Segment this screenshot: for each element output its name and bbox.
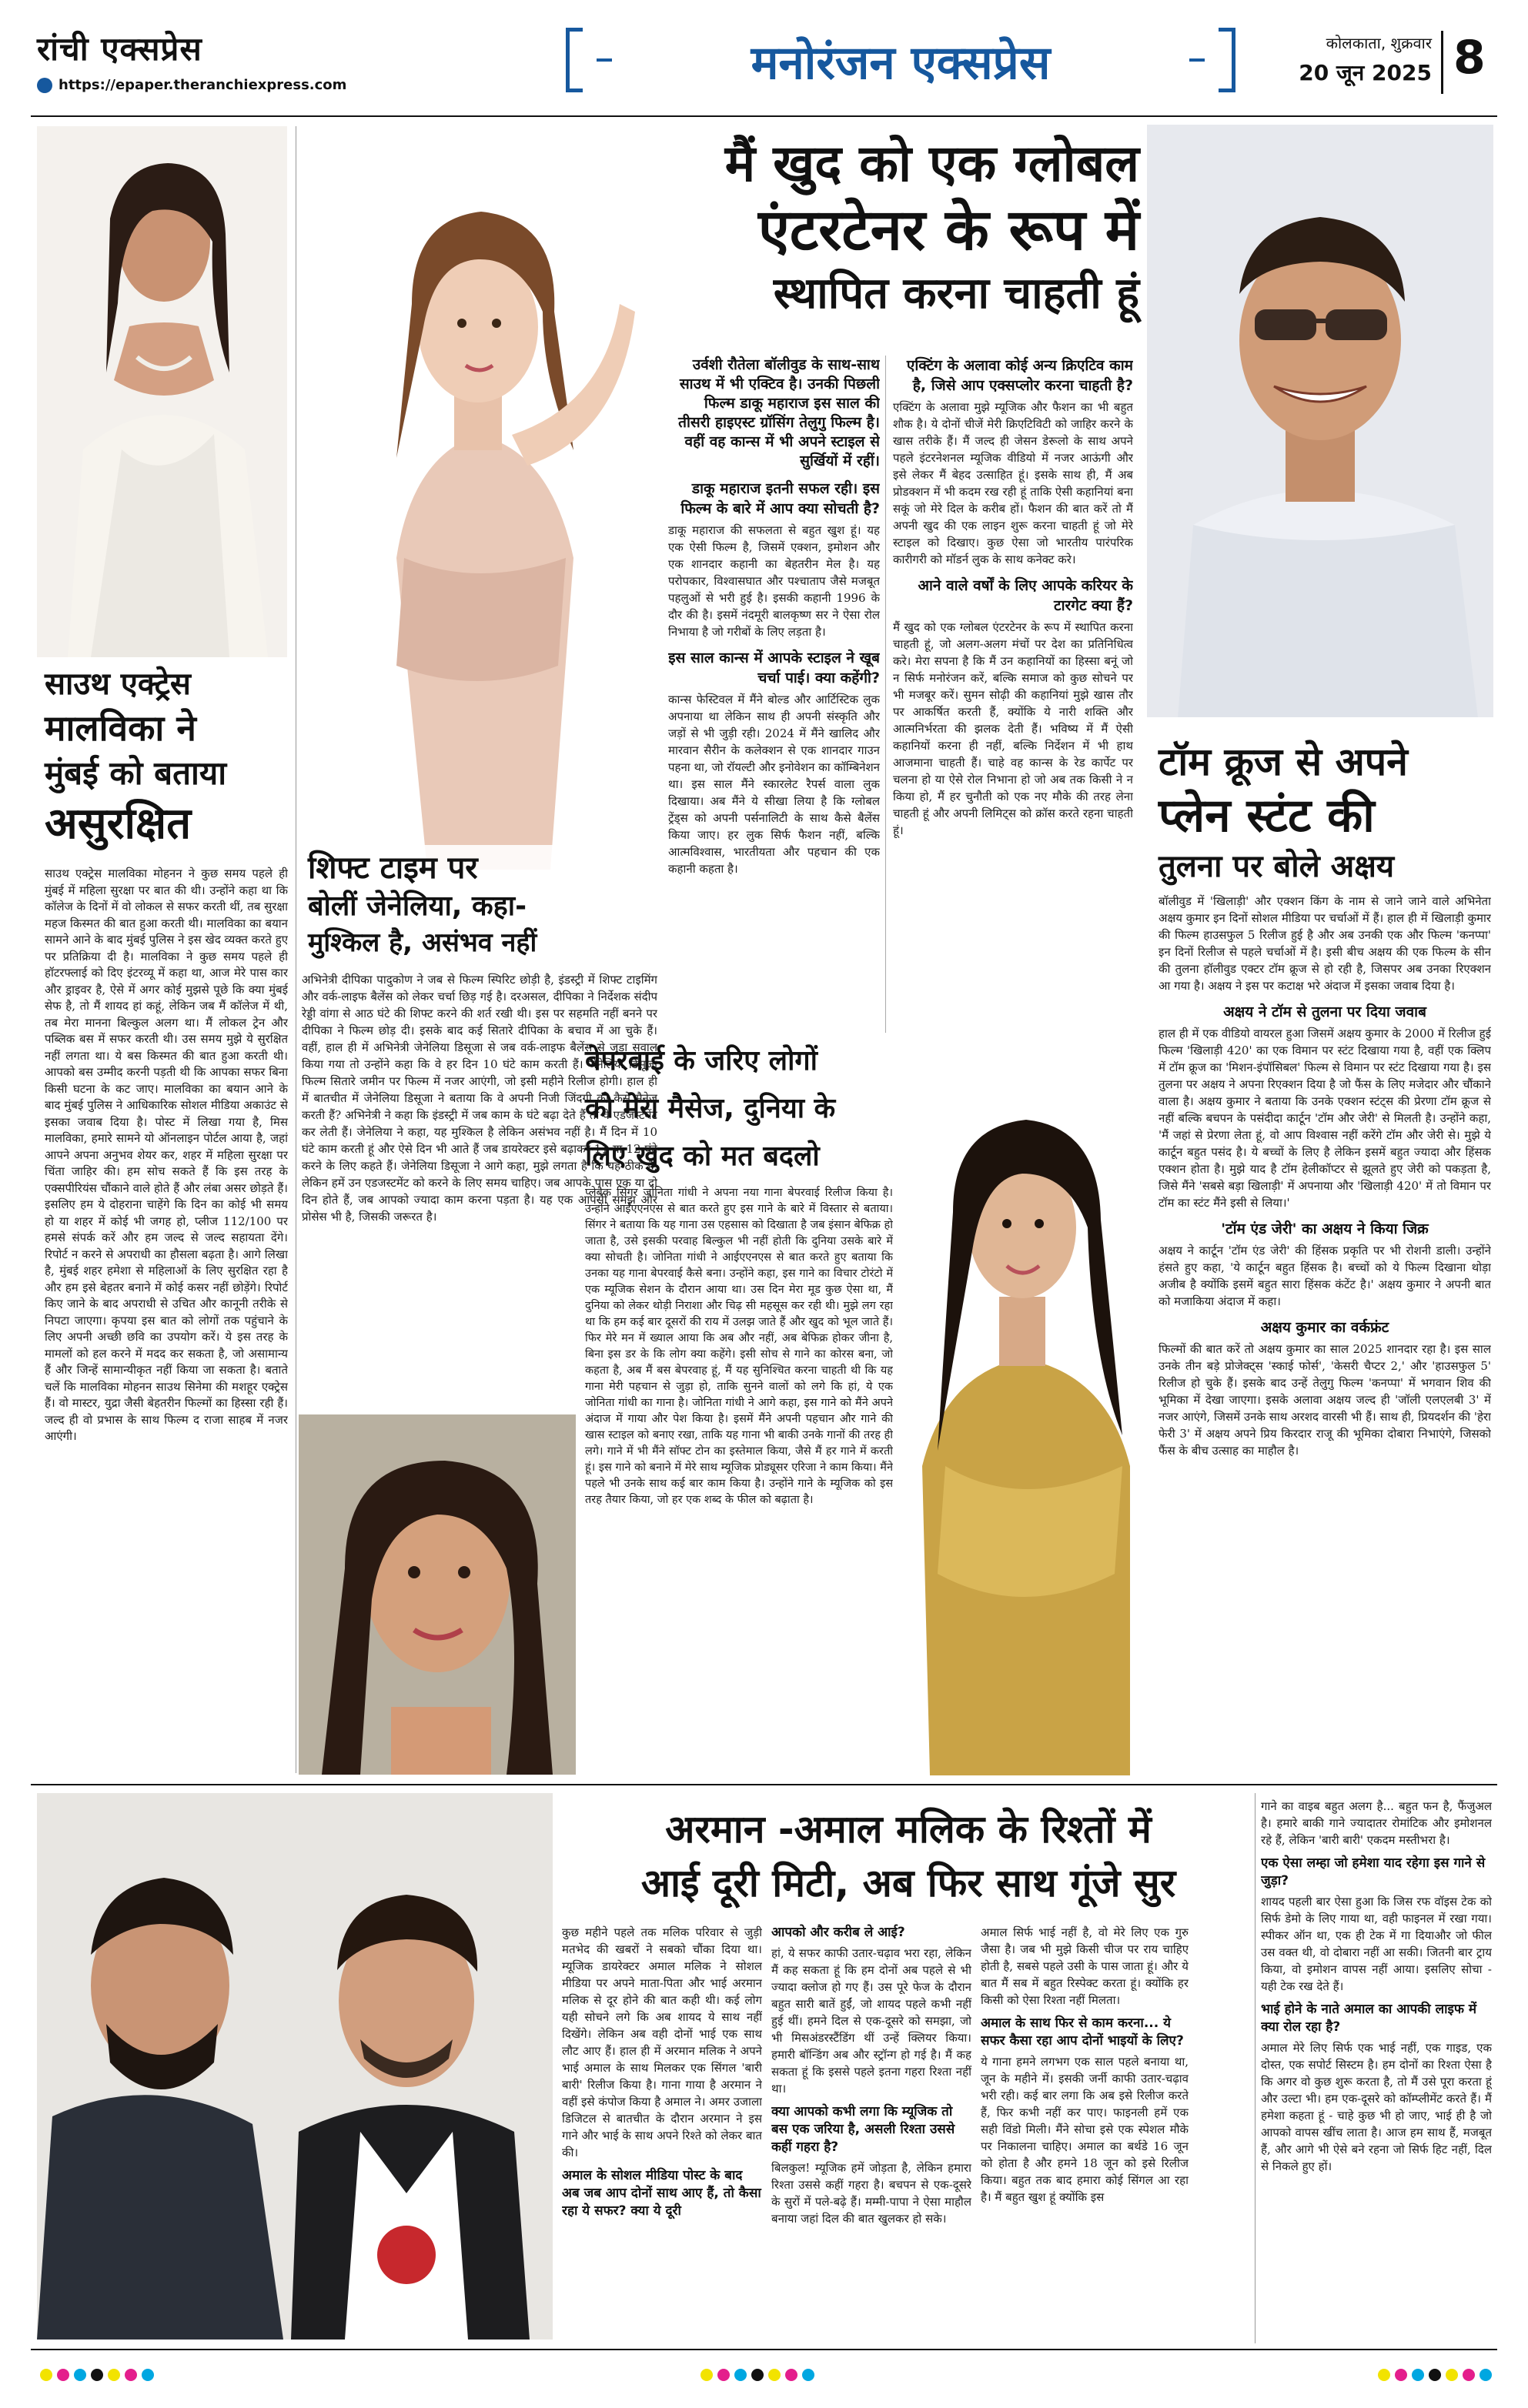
armaan-col-3-question: अमाल के साथ फिर से काम करना... ये सफर कैसा रहा आप दोनों भाइयों के लिए?	[981, 2016, 1184, 2049]
akshay-headline	[1159, 737, 1497, 888]
armaan-col-4-text: गाने का वाइब बहुत अलग है... बहुत फन है, फैंजुअल है। हमारे बाकी गाने ज्यादातर रोमांटिक और इमोशनल रहे हैं, लेकिन 'बारी बारी' एकदम मस्तीभरा है।	[1261, 1799, 1492, 1847]
akshay-sub-1: अक्षय ने टॉम से तुलना पर दिया जवाब	[1223, 1004, 1426, 1020]
genelia-headline	[302, 845, 656, 964]
malvika-headline-line-3: मुंबई को बताया	[45, 754, 227, 792]
registration-dot	[74, 2369, 86, 2381]
registration-dot	[1429, 2369, 1441, 2381]
armaan-col-1	[562, 1924, 762, 2340]
registration-dot	[1463, 2369, 1475, 2381]
armaan-col-2-text: हां, ये सफर काफी उतार-चढ़ाव भरा रहा, लेकिन मैं कह सकता हूं कि हम दोनों अब पहले से भी ज्यादा क्लोज हो गए हैं। उस पूरे फेज के दौरान बहुत सारी बातें हुईं, जो शायद पहले कभी नहीं हुई थीं। हमने दिल से एक-दूसरे को समझा, जो भी मिसअंडरस्टैंडिंग थीं उन्हें क्लियर किया। हमारी बॉन्डिंग अब और स्ट्रॉन्ग हो गई है। मैं कह सकता हूं कि इससे पहले इतना गहरा रिश्ता नहीं था।	[771, 1946, 971, 2096]
armaan-amaal-photo	[37, 1793, 553, 2340]
urvashi-headline-line-3: स्थापित करना चाहती हूं	[773, 269, 1139, 319]
header-rule	[31, 115, 1497, 117]
genelia-body: अभिनेत्री दीपिका पादुकोण ने जब से फिल्म स्पिरिट छोड़ी है, इंडस्ट्री में शिफ्ट टाइमिंग और वर्क-लाइफ बैलेंस को लेकर चर्चा छिड़ गई है। दरअसल, दीपिका ने निर्देशक संदीप रेड्डी वांगा से आठ घंटे की शिफ्ट करने की शर्त रखी थी। इस पर सहमति नहीं बनने पर दीपिका ने फिल्म छोड़ दी। इसके बाद कई सितारे दीपिका के बचाव में आ चुके हैं। वहीं, हाल ही में अभिनेत्री जेनेलिया डिसूजा से जब वर्क-लाइफ बैलेंस से जुड़ा सवाल किया गया तो उन्होंने कहा कि वे हर दिन 10 घंटे काम करती हैं। जेनेलिया डिसूजा फिल्म सितारे जमीन पर फिल्म में नजर आएंगी, जो इसी महीने रिलीज होगी। हाल ही में बातचीत में जेनेलिया डिसूजा ने बताया कि वे अपनी निजी जिंदगी को कैसे मैनेज करती हैं? अभिनेत्री ने कहा कि इंडस्ट्री में जब काम के घंटे बढ़ा देते हैं तो वे एडजस्टमेंट कर लेती हैं। जेनेलिया ने कहा, यह मुश्किल है लेकिन असंभव नहीं है। मैं दिन में 10 घंटे काम करती हूं और ऐसे दिन भी आते हैं जब डायरेक्टर इसे बढ़ाकर 11 या 12 घंटे करने के लिए कहते हैं। जेनेलिया डिसूजा ने आगे कहा, मुझे लगता है कि यह ठीक है, लेकिन हमें उन एडजस्टमेंट को करने के लिए समय चाहिए। जब आपके पास एक या दो दिन होते हैं, जब आपको ज्यादा काम करना पड़ता है। यह एक आपसी समझ और प्रोसेस भी है, जिसकी जरूरत है।	[302, 973, 657, 1224]
registration-marks-right	[1378, 2369, 1492, 2381]
akshay-body-2: अक्षय ने कार्टून 'टॉम एंड जेरी' की हिंसक प्रकृति पर भी रोशनी डाली। उन्होंने हंसते हुए कहा, 'ये कार्टून बहुत हिंसक है। बच्चों को ये फिल्म दिखाना थोड़ा अजीब है क्योंकि इसमें बहुत सारा हिंसक कंटेंट है।' अक्षय कुमार ने अपनी बात को मजाकिया अंदाज में कहा।	[1159, 1244, 1491, 1308]
akshay-headline-line-3: तुलना पर बोले अक्षय	[1159, 849, 1395, 884]
urvashi-col-2	[893, 356, 1133, 1033]
urvashi-q3: एक्टिंग के अलावा कोई अन्य क्रिएटिव काम है, जिसे आप एक्सप्लोर करना चाहती है?	[906, 357, 1133, 394]
urvashi-q4: आने वाले वर्षों के लिए आपके करियर के टारगेट क्या हैं?	[918, 577, 1133, 614]
section-title-box	[566, 22, 1235, 99]
akshay-headline-line-2: प्लेन स्टंट की	[1159, 789, 1375, 843]
armaan-col-2	[771, 1924, 971, 2340]
armaan-col-3-text: अमाल सिर्फ भाई नहीं है, वो मेरे लिए एक गुरु जैसा है। जब भी मुझे किसी चीज पर राय चाहिए होती है, सबसे पहले उसी के पास जाता हूं। और ये बात मैं सब में बहुत रिस्पेक्ट करता हूं। क्योंकि हर किसी को ऐसा रिश्ता नहीं मिलता।	[981, 1925, 1189, 2007]
armaan-col-3	[981, 1924, 1189, 2340]
armaan-headline-line-1: अरमान -अमाल मलिक के रिश्तों में	[665, 1807, 1152, 1852]
akshay-photo	[1147, 125, 1493, 717]
urvashi-headline-line-1: मैं खुद को एक ग्लोबल	[724, 134, 1139, 193]
urvashi-headline	[585, 132, 1139, 323]
city-day: कोलकाता, शुक्रवार	[1326, 34, 1432, 52]
armaan-col-4-text-2: शायद पहली बार ऐसा हुआ कि जिस रफ वॉइस टेक को सिर्फ डेमो के लिए गाया था, वही फाइनल में रखा गया। स्पीकर ऑन था, एक ही टेक में गा दियाऔर जो फील उस वक्त थी, वो दोबारा नहीं आ सकी। जितनी बार ट्राय किया, वो इमोशन वापस नहीं आया। इसलिए सोचा - यही टेक रख देते हैं।	[1261, 1895, 1492, 1993]
jonita-headline-line-3: लिए खुद को मत बदलो	[585, 1141, 820, 1172]
akshay-headline-line-1: टॉम क्रूज से अपने	[1159, 740, 1408, 784]
registration-dot	[700, 2369, 713, 2381]
registration-dot	[1480, 2369, 1492, 2381]
armaan-headline	[562, 1802, 1255, 1910]
jonita-headline-line-2: को मेरा मैसेज, दुनिया के	[585, 1093, 836, 1124]
armaan-right-rule	[1255, 1793, 1256, 2343]
registration-dot	[802, 2369, 814, 2381]
armaan-col-1-question: अमाल के सोशल मीडिया पोस्ट के बाद अब जब आप दोनों साथ आए हैं, तो कैसा रहा ये सफर? क्या ये दूरी	[562, 2168, 761, 2219]
rule-right	[1189, 58, 1205, 62]
urvashi-a4: मैं खुद को एक ग्लोबल एंटरटेनर के रूप में स्थापित करना चाहती हूं, जो अलग-अलग मंचों पर देश का प्रतिनिधित्व करे। मेरा सपना है कि मैं उन कहानियों का हिस्सा बनूं जो न सिर्फ मनोरंजन करें, बल्कि समाज को कुछ सोचने पर भी मजबूर करें। सुमन सोढ़ी की कहानियां मुझे खास तौर पर आकर्षित करती हैं, क्योंकि ये नारी शक्ति और आत्मनिर्भरता की झलक देती हैं। भविष्य में मैं ऐसी कहानियों करना ही नहीं, बल्कि निर्देशन में भी हाथ आजमाना चाहती हैं। चाहे वह कान्स के रेड कार्पेट पर चलना हो या ऐसे रोल निभाना हो जो अब तक किसी ने न किया हो, मैं हर चुनौती को एक नए मौके की तरह लेना चाहती हूं और अपनी लिमिट्स को क्रॉस करते रहना चाहती हूं।	[893, 620, 1133, 837]
armaan-col-2-question-2: क्या आपको कभी लगा कि म्यूजिक तो बस एक जरिया है, असली रिश्ता उससे कहीं गहरा है?	[771, 2104, 955, 2155]
registration-dot	[1378, 2369, 1390, 2381]
genelia-headline-line-2: बोलीं जेनेलिया, कहा-	[308, 890, 527, 922]
bracket-right-icon	[1219, 28, 1235, 92]
malvika-photo	[37, 126, 287, 657]
jonita-headline	[585, 1037, 908, 1181]
genelia-photo	[299, 1414, 576, 1775]
armaan-col-3-text-2: ये गाना हमने लगभग एक साल पहले बनाया था, जून के महीने में। इसकी जर्नी काफी उतार-चढ़ाव भरी रही। कई बार लगा कि अब इसे रिलीज करते हैं, फिर कभी नहीं कर पाए। फाइनली हमें एक सही विंडो मिली। मैंने सोचा इसे एक स्पेशल मौके पर निकालना चाहिए। अमाल का बर्थडे 16 जून को होता है और हमने 18 जून को इसे रिलीज किया। बहुत तक बाद हमारा कोई सिंगल आ रहा है। मैं बहुत खुश हूं क्योंकि इस	[981, 2055, 1189, 2204]
registration-dot	[768, 2369, 781, 2381]
urvashi-headline-line-2: एंटरटेनर के रूप में	[757, 197, 1139, 263]
armaan-col-4-text-3: अमाल मेरे लिए सिर्फ एक भाई नहीं, एक गाइड, एक दोस्त, एक सपोर्ट सिस्टम है। हम दोनों का रिश्ता ऐसा है कि अगर वो कुछ शुरू करता है, तो मैं उसे पूरा करता हूं और उल्टा भी। हम एक-दूसरे को कॉम्प्लीमेंट करते हैं। मैं हमेशा कहता हूं - चाहे कुछ भी हो जाए, भाई ही है जो आपको वापस खींच लाता है। आज हम साथ हैं, मजबूत हैं, और आगे भी ऐसे बने रहना जो सिर्फ हिट नहीं, दिल से निकले हुए हों।	[1261, 2041, 1492, 2173]
urvashi-q1: डाकू महाराज इतनी सफल रही। इस फिल्म के बारे में आप क्या सोचती है?	[680, 480, 880, 517]
registration-dot	[751, 2369, 764, 2381]
issue-date: 20 जून 2025	[1299, 60, 1432, 85]
akshay-body-1: हाल ही में एक वीडियो वायरल हुआ जिसमें अक्षय कुमार के 2000 में रिलीज हुई फिल्म 'खिलाड़ी 420' का एक विमान पर स्टंट दिखाया गया है, वहीं एक क्लिप में टॉम क्रूज का 'मिशन-इंपॉसिबल' फिल्म से विमान पर स्टंट दिखाया गया है। इस तुलना पर अक्षय ने अपना रिएक्शन दिया है जो फैंस के लिए मजेदार और चौंकाने वाला है। अक्षय कुमार ने बताया कि उनके एक्शन स्टंट्स की प्रेरणा टॉम क्रूज से नहीं बल्कि बचपन के पसंदीदा कार्टून 'टॉम और जेरी' से मिलती है। उन्होंने कहा, 'मैं जहां से प्रेरणा लेता हूं, वो आप विश्वास नहीं करेंगे टॉम और जेरी से। मुझे ये कार्टून बहुत पसंद है। ये बच्चों के लिए है लेकिन इसमें बहुत ज्यादा और हिंसक एक्शन होता है। मुझे याद है टॉम हेलीकॉप्टर से झूलते हुए जेरी को पकड़ता है, जिसे मैंने 'सबसे बड़ा खिलाड़ी' में अपनाया और 'खिलाड़ी 420' में तो विमान पर टॉम का स्टंट मैंने इसी से लिया।'	[1159, 1027, 1491, 1210]
registration-dot	[142, 2369, 154, 2381]
registration-marks-center	[700, 2369, 814, 2381]
malvika-body: साउथ एक्ट्रेस मालविका मोहनन ने कुछ समय पहले ही मुंबई में महिला सुरक्षा पर बात की थी। उन्होंने कहा था कि कॉलेज के दिनों में वो लोकल से सफर करती थीं, तब सुरक्षा महज किस्मत की बात हुआ करती थी। मालविका का बयान सामने आने के बाद मुंबई पुलिस ने इस खेद व्यक्त करते हुए पर प्रतिक्रिया दी है। मालविका ने कुछ समय पहले ही हॉटरफ्लाई को दिए इंटरव्यू में कहा था, आज मेरे पास कार और ड्राइवर है, ऐसे में अगर कोई मुझसे पूछे कि क्या मुंबई सेफ है, तो मैं शायद हां कहूं, लेकिन जब मैं कॉलेज में थी, तब मेरा मानना बिल्कुल अलग था। मैं लोकल ट्रेन और पब्लिक बस में सफर करती थी। उस समय मुझे ये सुरक्षित नहीं लगता था। ये बस किस्मत की बात हुआ करती थी। आपको बस उम्मीद करनी पड़ती थी कि आपका सफर बिना किसी घटना के कट जाए। मालविका का बयान आने के बाद मुंबई पुलिस ने आधिकारिक सोशल मीडिया अकाउंट से इसका जवाब दिया है। पोस्ट में लिखा गया है, मिस मालविका, हमारे सामने यो ऑनलाइन पोर्टल आया है, जहां आपने अपना अनुभव शेयर कर, शहर में महिला सुरक्षा पर चिंता जाहिर की। हम सोच सकते हैं कि इस तरह के एक्सपीरियंस चौंकाने वाले होते हैं और लंबा असर छोड़ते हैं। इसलिए हम ये दोहराना चाहेंगे कि दिन का कोई भी समय हो या शहर में कोई भी जगह हो, प्लीज 112/100 पर हमसे संपर्क करें और हम जल्द से जल्द सहायता देंगे। रिपोर्ट न करने से अपराधी का हौसला बढ़ता है। आगे लिखा है, मुंबई शहर हमेशा से महिलाओं के लिए सुरक्षित रहा है और हम इसे बेहतर बनाने में कोई कसर नहीं छोड़ेंगे। रिपोर्ट किए जाने के बाद अपराधी से उचित और कानूनी तरीके से निपटा जाएगा। कृपया इस बात को लोगों तक पहुंचाने के लिए अपनी अच्छी छवि का उपयोग करें। ये इस तरह के मामलों को हल करने में मदद कर सकता है, जो असामान्य हैं और जिन्हें सामान्यीकृत नहीं किया जा सकता है। बताते चलें कि मालविका मोहनन साउथ सिनेमा की मशहूर एक्ट्रेस हैं। वो मास्टर, युद्रा जैसी बेहतरीन फिल्मों का हिस्सा रही हैं। जल्द ही वो प्रभास के साथ फिल्म द राजा साहब में नजर आएंगी।	[45, 867, 288, 1443]
akshay-intro: बॉलीवुड में 'खिलाड़ी' और एक्शन किंग के नाम से जाने जाने वाले अभिनेता अक्षय कुमार इन दिनों सोशल मीडिया पर चर्चाओं में हैं। हाल ही में खिलाड़ी कुमार की फिल्म हाउसफुल 5 रिलीज हुई है और अब उनकी एक और फिल्म 'कनप्पा' इन दिनों रिलीज से पहले चर्चाओं में है। इसी बीच अक्षय की एक फिल्म के सीन की तुलना हॉलीवुड एक्टर टॉम क्रूज से हो रही है, जिसपर अब उनका रिएक्शन आ गया है। अक्षय ने इस पर कटाक्ष भरे अंदाज में इसका जवाब दिया है।	[1159, 894, 1491, 993]
akshay-sub-3: अक्षय कुमार का वर्कफ्रंट	[1260, 1319, 1389, 1336]
header-date-block	[1255, 32, 1432, 87]
registration-marks-left	[40, 2369, 154, 2381]
logo-text: रांची एक्सप्रेस	[37, 30, 202, 68]
website-link[interactable]	[37, 77, 346, 93]
malvika-headline-line-2: मालविका ने	[45, 707, 196, 749]
armaan-col-2-text-2: बिलकुल! म्यूजिक हमें जोड़ता है, लेकिन हमारा रिश्ता उससे कहीं गहरा है। बचपन से एक-दूसरे के सुरों में पले-बढ़े हैं। मम्मी-पापा ने ऐसा माहौल बनाया जहां दिल की बात खुलकर हो सके।	[771, 2161, 971, 2226]
akshay-body	[1159, 893, 1491, 1774]
akshay-body-3: फिल्मों की बात करें तो अक्षय कुमार का साल 2025 शानदार रहा है। इस साल उनके तीन बड़े प्रोजेक्ट्स 'स्काई फोर्स', 'केसरी चैप्टर 2,' और 'हाउसफुल 5' रिलीज हो चुके हैं। इसके बाद उन्हें तेलुगु फिल्म 'कनप्पा' में भगवान शिव की भूमिका में देखा जाएगा। इसके अलावा अक्षय जल्द ही 'जॉली एलएलबी 3' में नजर आएंगे, जिसमें उनके साथ अरशद वारसी भी हैं। साथ ही, प्रियदर्शन की 'हेरा फेरी 3' में अक्षय अपने प्रिय किरदार राजू की भूमिका दोबारा निभाएंगे, जिसको फैंस के बीच उत्साह का माहौल है।	[1159, 1342, 1491, 1458]
bracket-left-icon	[566, 28, 583, 92]
malvika-headline-line-4: असुरक्षित	[45, 799, 192, 849]
registration-dot	[785, 2369, 797, 2381]
urvashi-intro: उर्वशी रौतेला बॉलीवुड के साथ-साथ साउथ में भी एक्टिव है। उनकी पिछली फिल्म डाकू महाराज इस साल की तीसरी हाइएस्ट ग्रॉसिंग तेलुगु फिल्म है। वहीं वह कान्स में भी अपने स्टाइल से सुर्खियों में रहीं।	[678, 356, 880, 469]
registration-dot	[108, 2369, 120, 2381]
urvashi-a2: कान्स फेस्टिवल में मैंने बोल्ड और आर्टिस्टिक लुक अपनाया था लेकिन साथ ही अपनी संस्कृति और जड़ों से भी जुड़ी रही। 2024 में मैंने खालिद और मारवान सैरीन के कलेक्शन से एक शानदार गाउन पहना था, जो रॉयल्टी और इनोवेशन का कॉम्बिनेशन था। इस साल मैंने स्कारलेट रैपर्स वाला लुक दिखाया। अब मैंने ये सीखा लिया है कि ग्लोबल ट्रेंड्स को अपनी पर्सनालिटी के साथ कैसे बैलेंस किया जाए। हर लुक सिर्फ फैशन नहीं, बल्कि आत्मविश्वास, भारतीयता और पहचान की एक कहानी कहता है।	[668, 693, 880, 876]
registration-dot	[1412, 2369, 1424, 2381]
armaan-col-1-text: कुछ महीने पहले तक मलिक परिवार से जुड़ी मतभेद की खबरों ने सबको चौंका दिया था। म्यूजिक डायरेक्टर अमाल मलिक ने सोशल मीडिया पर अपने माता-पिता और भाई अरमान मलिक से दूर होने की बात कही थी। कई लोग यही सोचने लगे कि अब शायद ये साथ नहीं दिखेंगे। लेकिन अब वही दोनों भाई एक साथ लौट आए हैं। हाल ही में अरमान मलिक ने अपने भाई अमाल के साथ मिलकर एक सिंगल 'बारी बारी' रिलीज किया है। गाना गाया है अरमान ने वहीं इसे कंपोज किया है अमाल ने। अमर उजाला डिजिटल से बातचीत के दौरान अरमान ने इस गाने और भाई के साथ अपने रिश्ते को लेकर बात की।	[562, 1925, 762, 2159]
registration-dot	[40, 2369, 52, 2381]
footer-rule	[31, 2349, 1497, 2350]
jonita-body: प्लेबैक सिंगर जोनिता गांधी ने अपना नया गाना बेपरवाई रिलीज किया है। उन्होंने आईएएनएस से बात करते हुए इस गाने के बारे में विस्तार से बताया। सिंगर ने बताया कि यह गाना उस एहसास को दिखाता है जब इंसान बेफिक्र हो जाता है, उसे इसकी परवाह बिल्कुल भी नहीं होती कि दुनिया उसके बारे में क्या सोचती है। जोनिता गांधी ने आईएएनएस से बात करते हुए बताया कि उनका यह गाना बेपरवाई कैसे बना। उन्होंने कहा, इस गाने का विचार टोरंटो में एक म्यूजिक सेशन के दौरान आया था। उस दिन मेरा मूड कुछ ऐसा था, मैं दुनिया को लेकर थोड़ी निराशा और चिढ़ सी महसूस कर रही थी। मुझे लग रहा था कि हम कई बार दूसरों की राय में उलझ जाते हैं और खुद को भूल जाते हैं। फिर मेरे मन में ख्याल आया कि अब और नहीं, अब बेफिक्र होकर जीना है, बिना इस डर के कि लोग क्या कहेंगे। इसी सोच से गाने का कोरस बना, जो कहता है, अब मैं बस बेपरवाह हूं, मैं यह सुनिश्चित करना चाहती थी कि यह गाना मेरी पहचान से जुड़ा हो, ताकि सुनने वालों को लगे कि हां, ये एक जोनिता गांधी का गाना है। जोनिता गांधी ने आगे कहा, इस गाने को मैंने अपने अंदाज में गाया और पेश किया है। इसमें मैंने अपनी पहचान और गाने की खास स्टाइल को बनाए रखा, ताकि यह गाना भी बाकी उनके गानों की तरह ही लगे। गाने में भी मैंने सॉफ्ट टोन का इस्तेमाल किया, जैसे मैं हर गाने में करती हूं। इस गाने को बनाने में मेरे साथ म्यूजिक प्रोड्यूसर एरिजा ने काम किया। मैंने पहले भी उनके साथ कई बार काम किया है। उन्होंने गाने के म्यूजिक को इस तरह तैयार किया, जो हर एक शब्द के फील को बढ़ाता है।	[585, 1187, 893, 1506]
masthead	[0, 0, 1528, 104]
armaan-headline-line-2: आई दूरी मिटी, अब फिर साथ गूंजे सुर	[640, 1861, 1176, 1905]
urvashi-col-rule	[885, 356, 886, 1033]
armaan-col-2-question: आपको और करीब ले आई?	[771, 1925, 905, 1940]
urvashi-col-1	[668, 356, 880, 1033]
globe-icon	[37, 78, 52, 93]
urvashi-q2: इस साल कान्स में आपके स्टाइल ने खूब चर्चा पाई। क्या कहेंगी?	[668, 650, 880, 686]
registration-dot	[57, 2369, 69, 2381]
jonita-photo	[899, 1035, 1145, 1775]
rule-left	[597, 58, 612, 62]
registration-dot	[717, 2369, 730, 2381]
page-number: 8	[1453, 31, 1486, 85]
malvika-headline	[45, 663, 283, 853]
registration-dot	[91, 2369, 103, 2381]
registration-dot	[1446, 2369, 1458, 2381]
genelia-headline-line-3: मुश्किल है, असंभव नहीं	[308, 927, 537, 958]
header-divider	[1441, 31, 1443, 94]
armaan-col-4-question: एक ऐसा लम्हा जो हमेशा याद रहेगा इस गाने से जुड़ा?	[1261, 1855, 1486, 1889]
registration-dot	[734, 2369, 747, 2381]
genelia-headline-line-1: शिफ्ट टाइम पर	[308, 850, 478, 886]
malvika-headline-line-1: साउथ एक्ट्रेस	[45, 666, 191, 702]
website-url: https://epaper.theranchiexpress.com	[59, 77, 347, 93]
urvashi-a1: डाकू महाराज की सफलता से बहुत खुश हूं। यह एक ऐसी फिल्म है, जिसमें एक्शन, इमोशन और एक शानदार कहानी का बेहतरीन मेल है। यह परोपकार, विश्वासघात और पश्चाताप जैसे मजबूत पहलुओं से भरी हुई है। इसकी कहानी 1996 के दौर की है। इसमें नंदमूरी बालकृष्ण सर ने ऐसा रोल निभाया है जो गरीबों के लिए लड़ता है।	[668, 523, 880, 639]
registration-dot	[125, 2369, 137, 2381]
registration-dot	[1395, 2369, 1407, 2381]
armaan-col-4-question-2: भाई होने के नाते अमाल का आपकी लाइफ में क्या रोल रहा है?	[1261, 2002, 1477, 2035]
lower-section-rule	[31, 1784, 1497, 1785]
section-title: मनोरंजन एक्सप्रेस	[751, 36, 1051, 90]
jonita-headline-line-1: बेपरवाई के जरिए लोगों	[585, 1045, 817, 1077]
urvashi-a3: एक्टिंग के अलावा मुझे म्यूजिक और फैशन का भी बहुत शौक है। ये दोनों चीजें मेरी क्रिएटिविटी को जाहिर करने के खास तरीके हैं। मैं जल्द ही जेसन डेरूलो के साथ अपने पहले इंटरनेशनल म्यूजिक वीडियो में नजर आऊंगी और इसे लेकर मैं बेहद उत्साहित हूं। इसके साथ ही, मैं अब प्रोडक्शन में भी कदम रख रही हूं ताकि ऐसी कहानियां बना सकूं जो मेरे दिल के करीब हों। फैशन की बात करें तो मैं अपनी खुद की एक लाइन शुरू करना चाहती हूं जो मेरे स्टाइल को दिखाए। कुछ ऐसा जो भारतीय पारंपरिक कारीगरी को मॉडर्न लुक के साथ कनेक्ट करे।	[893, 400, 1133, 566]
akshay-sub-2: 'टॉम एंड जेरी' का अक्षय ने किया जिक्र	[1221, 1221, 1429, 1237]
armaan-col-4	[1261, 1798, 1492, 2340]
